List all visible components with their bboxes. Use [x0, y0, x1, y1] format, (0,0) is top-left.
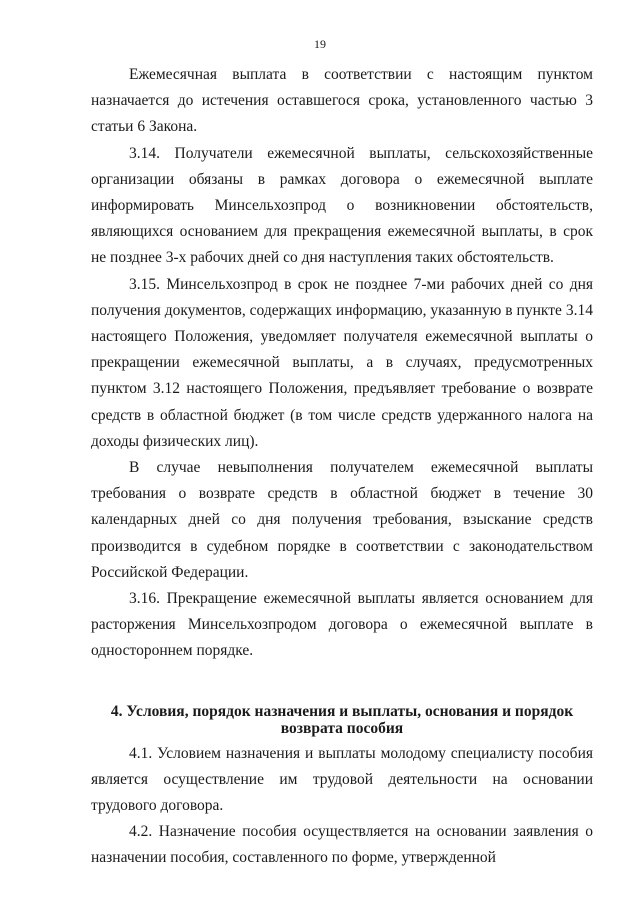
page-number: 19 [314, 37, 326, 51]
paragraph-3-16: 3.16. Прекращение ежемесячной выплаты является основанием для расторжения Минсельхозпродом договора о ежемесячной выплате в одностороннем порядке. [91, 590, 593, 660]
section-4-heading [91, 703, 593, 737]
section-4-heading-line-1: 4. Условия, порядок назначения и выплаты, основания и порядок [110, 702, 574, 720]
document-body [91, 62, 593, 872]
paragraph-3-14: 3.14. Получатели ежемесячной выплаты, сельскохозяйственные организации обязаны в рамках договора о ежемесячной выплате информировать Минсельхозпрод о возникновении обстоятельств, являющихся основанием для прекращения ежемесячной выплаты, в срок не позднее 3-х рабочих дней со дня наступления таких обстоятельств. [91, 144, 593, 267]
paragraph-4-1: 4.1. Условием назначения и выплаты молодому специалисту пособия является осуществление им трудовой деятельности на основании трудового договора. [91, 744, 593, 815]
paragraph-4-2: 4.2. Назначение пособия осуществляется на основании заявления о назначении пособия, составленного по форме, утвержденной [91, 823, 593, 867]
section-4-heading-line-2: возврата пособия [280, 719, 404, 737]
paragraph-refund-court: В случае невыполнения получателем ежемесячной выплаты требования о возврате средств в областной бюджет в течение 30 календарных дней со дня получения требования, взыскание средств производится в судебном порядке в соответствии с законодательством Российской Федерации. [91, 459, 593, 581]
paragraph-3-15: 3.15. Минсельхозпрод в срок не позднее 7-ми рабочих дней со дня получения документов, содержащих информацию, указанную в пункте 3.14 настоящего Положения, уведомляет получателя ежемесячной выплаты о прекращении ежемесячной выплаты, а в случаях, предусмотренных пунктом 3.12 настоящего Положения, предъявляет требование о возврате средств в областной бюджет (в том числе средств удержанного налога на доходы физических лиц). [91, 275, 593, 450]
paragraph-monthly-payment-term: Ежемесячная выплата в соответствии с настоящим пунктом назначается до истечения оставшегося срока, установленного частью 3 статьи 6 Закона. [91, 66, 593, 136]
